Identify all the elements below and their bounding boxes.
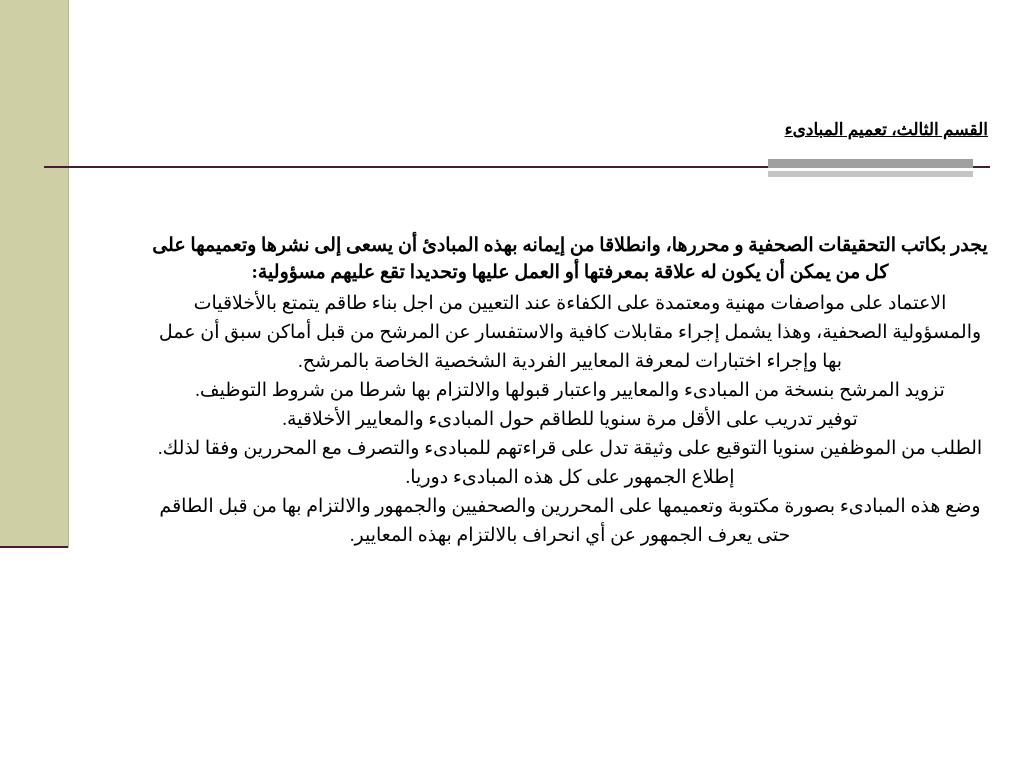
responsibility-item: إطلاع الجمهور على كل هذه المبادىء دوريا. (405, 467, 735, 488)
responsibility-item: الطلب من الموظفين سنويا التوقيع على وثيقة تدل على قراءتهم للمبادىء والتصرف مع المحررين وفقا لذلك. (157, 438, 983, 459)
responsibility-item: الاعتماد على مواصفات مهنية ومعتمدة على الكفاءة عند التعيين من اجل بناء طاقم يتمتع بالأخلاقيات والمسؤولية الصحفية، وهذا يشمل إجراء مقابلات كافية والاستفسار عن المرشح من قبل أماكن سبق أن عمل بها وإجراء اختبارات لمعرفة المعايير الفردية الشخصية الخاصة بالمرشح. (158, 293, 982, 372)
decorative-bar-dark (768, 159, 973, 168)
sidebar-edge-line (68, 0, 69, 548)
slide-body (150, 232, 990, 550)
intro-paragraph: يجدر بكاتب التحقيقات الصحفية و محررها، وانطلاقا من إيمانه بهذه المبادئ أن يسعى إلى نشرها وتعميمها على كل من يمكن أن يكون له علاقة بمعرفتها أو العمل عليها وتحديدا تقع عليهم مسؤولية: (152, 235, 988, 283)
responsibility-item: تزويد المرشح بنسخة من المبادىء والمعايير واعتبار قبولها والالتزام بها شرطا من شروط التوظيف. (195, 380, 945, 401)
sidebar-bottom-line (0, 546, 68, 548)
responsibility-item: توفير تدريب على الأقل مرة سنويا للطاقم حول المبادىء والمعايير الأخلاقية. (282, 409, 858, 430)
slide-sidebar-panel (0, 0, 68, 546)
decorative-bar-light (768, 171, 973, 177)
decorative-bars (768, 159, 973, 179)
responsibility-item: وضع هذه المبادىء بصورة مكتوبة وتعميمها على المحررين والصحفيين والجمهور والالتزام بها من قبل الطاقم حتى يعرف الجمهور عن أي انحراف بالالتزام بهذه المعايير. (159, 496, 981, 546)
slide-title: القسم الثالث، تعميم المبادىء (784, 120, 988, 139)
